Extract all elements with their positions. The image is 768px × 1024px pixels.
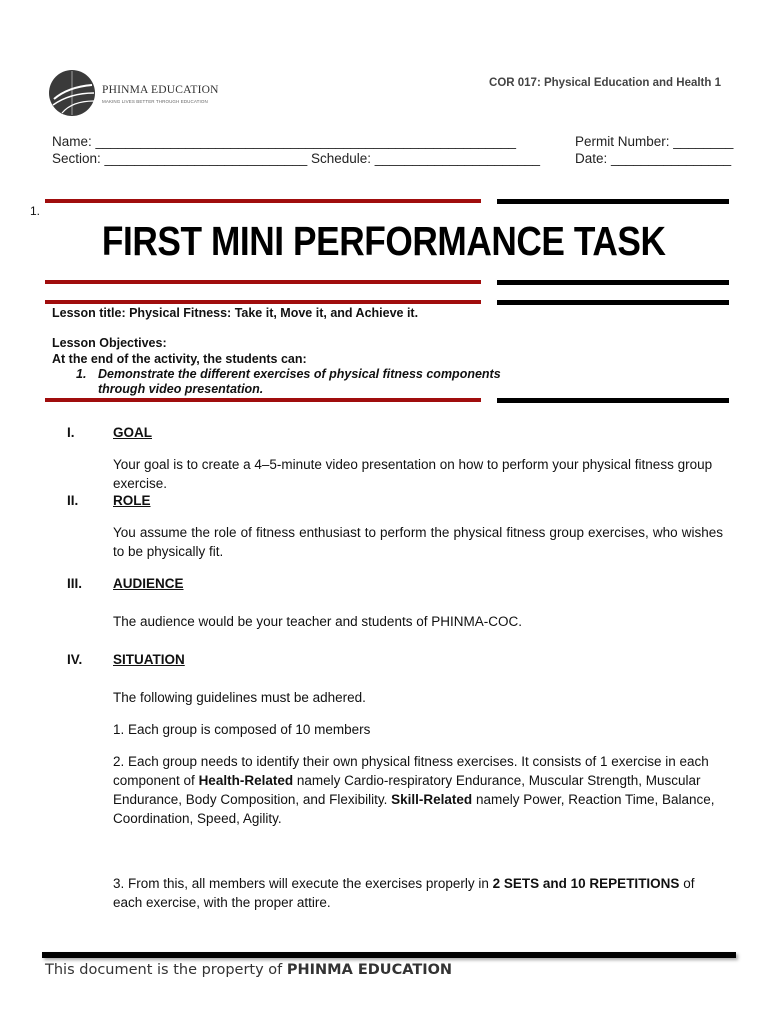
footer-text xyxy=(45,962,452,978)
role-number: II. xyxy=(67,493,79,508)
list-marker: 1. xyxy=(30,204,41,218)
item2-text-c: namely Cardio-respiratory Endurance, Muscular Strength, Muscular Endurance, Body Composition, and Flexibility. xyxy=(113,773,701,807)
goal-number: I. xyxy=(67,425,75,440)
audience-heading: AUDIENCE xyxy=(113,576,184,591)
permit-number-field[interactable]: Permit Number: ________ xyxy=(575,134,734,149)
lesson-bottom-black-rule xyxy=(497,398,729,403)
audience-number: III. xyxy=(67,576,83,591)
date-field[interactable]: Date: ________________ xyxy=(575,151,732,166)
sets-reps-label: 2 SETS and 10 REPETITIONS xyxy=(492,876,680,891)
objective-text-line2: through video presentation. xyxy=(98,382,264,396)
role-text: You assume the role of fitness enthusiast to perform the physical fitness group exercises, who wishes to be physically fit. xyxy=(113,525,723,559)
role-heading: ROLE xyxy=(113,493,151,508)
name-field[interactable]: Name: ________________________________________________________ xyxy=(52,134,516,149)
situation-item-1: 1. Each group is composed of 10 members xyxy=(113,722,371,737)
logo-tagline: MAKING LIVES BETTER THROUGH EDUCATION xyxy=(102,99,208,104)
item2-text-a: 2. Each group needs to identify their own physical fitness exercises. It consists of 1 exercise in each component of xyxy=(113,754,709,788)
lesson-objectives-label: Lesson Objectives: xyxy=(52,336,167,350)
title-bottom-red-rule xyxy=(45,280,481,284)
lesson-title: Lesson title: Physical Fitness: Take it, Move it, and Achieve it. xyxy=(52,306,419,320)
skill-related-label: Skill-Related xyxy=(391,792,473,807)
goal-heading: GOAL xyxy=(113,425,152,440)
phinma-globe-icon xyxy=(48,69,96,117)
title-bottom-black-rule xyxy=(497,280,729,285)
section-schedule-field[interactable]: Section: ___________________________ Schedule: ______________________ xyxy=(52,151,540,166)
situation-item-2 xyxy=(113,752,723,828)
lesson-bottom-red-rule xyxy=(45,398,481,402)
objective-text-line1: Demonstrate the different exercises of physical fitness components xyxy=(98,367,501,381)
course-code: COR 017: Physical Education and Health 1 xyxy=(489,77,721,89)
footer-owner: PHINMA EDUCATION xyxy=(286,962,453,978)
situation-intro: The following guidelines must be adhered. xyxy=(113,690,366,705)
item3-text-a: 3. From this, all members will execute the exercises properly in xyxy=(113,876,493,891)
title-top-red-rule xyxy=(45,199,481,203)
logo-name: PHINMA EDUCATION xyxy=(102,84,219,96)
situation-item-3 xyxy=(113,874,723,912)
health-related-label: Health-Related xyxy=(198,773,294,788)
title-top-black-rule xyxy=(497,199,729,204)
footer-rule xyxy=(42,952,736,958)
item3-text-c: of each exercise, with the proper attire. xyxy=(113,876,695,910)
audience-text: The audience would be your teacher and students of PHINMA-COC. xyxy=(113,614,522,629)
objective-number: 1. xyxy=(76,367,87,381)
lesson-objectives-intro: At the end of the activity, the students can: xyxy=(52,352,307,366)
situation-heading: SITUATION xyxy=(113,652,185,667)
footer-prefix: This document is the property of xyxy=(45,962,287,978)
situation-number: IV. xyxy=(67,652,83,667)
lesson-top-red-rule xyxy=(45,300,481,304)
lesson-top-black-rule xyxy=(497,300,729,305)
goal-text: Your goal is to create a 4–5-minute video presentation on how to perform your physical fitness group exercise. xyxy=(113,457,713,491)
item2-text-e: namely Power, Reaction Time, Balance, Coordination, Speed, Agility. xyxy=(113,792,715,826)
phinma-logo xyxy=(48,69,218,121)
page-title: FIRST MINI PERFORMANCE TASK xyxy=(102,218,666,264)
